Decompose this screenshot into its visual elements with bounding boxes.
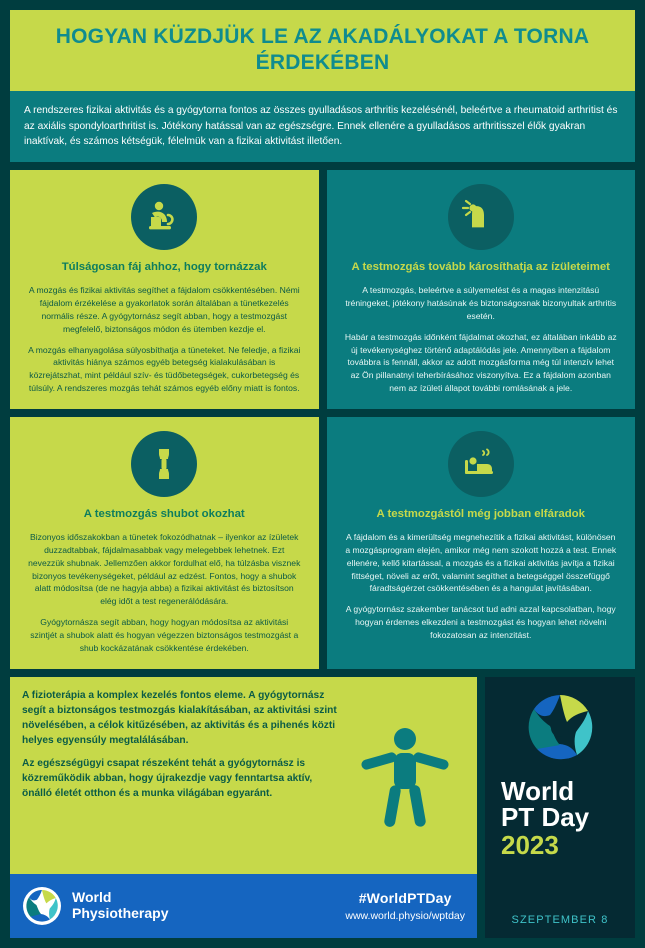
card-paragraph: A fájdalom és a kimerültség megnehezítik a fizikai aktivitást, különösen a mozgásprogram elején, amikor még nem szokott hozzá a test. Ennek ellenére, kellő kitartással, a mozgás és a fizikai aktivitás javítja a fizikai fittséget, növeli az erőt, valamint segíthet a betegséggel összefüggő fáradtságérzet csökkentésében és a hangulat javításában. — [345, 531, 617, 594]
person-resting-in-bed-icon — [448, 431, 514, 497]
page-title: HOGYAN KÜZDJÜK LE AZ AKADÁLYOKAT A TORNA ÉRDEKÉBEN — [55, 25, 590, 74]
card-fatigue — [327, 417, 636, 669]
intro-paragraph: A rendszeres fizikai aktivitás és a gyógytorna fontos az összes gyulladásos arthritis kezelésénél, beleértve a rheumatoid arthritist és az axiális spondyloarthritist is. Jótékony hatással van az egészségre. Ennek ellenére a gyulladásos arthritisszel élők gyakran inaktívak, és számos kétségük, félelmük van a fizikai aktivitást illetően. — [10, 91, 635, 162]
world-pt-day-date: SZEPTEMBER 8 — [485, 904, 635, 938]
knee-joint-icon — [131, 431, 197, 497]
hashtag-block — [345, 890, 465, 922]
cards-grid — [10, 170, 635, 669]
world-physiotherapy-brand-bar — [10, 874, 477, 938]
person-exercising-icon — [131, 184, 197, 250]
footer-text — [22, 689, 345, 868]
world-pt-day-mark-icon — [521, 689, 599, 772]
card-title: Túlságosan fáj ahhoz, hogy tornázzak — [61, 261, 267, 274]
card-icon-wrap — [343, 184, 620, 250]
world-pt-day-title-line2: PT Day — [501, 802, 590, 833]
card-paragraph: A gyógytornász szakember tanácsot tud adni azzal kapcsolatban, hogy hogyan érdemes elkezdeni a testmozgást és hogyan lehet növelni fokozatosan az intenzitást. — [345, 604, 616, 641]
footer-paragraph: Az egészségügyi csapat részeként tehát a gyógytornász is közreműködik abban, hogy újrakezdje vagy fenntartsa aktív, önálló életét otthon és a munka világában egyaránt. — [22, 758, 313, 800]
card-body — [26, 531, 303, 655]
active-person-icon — [345, 689, 465, 868]
website-url[interactable]: www.world.physio/wptday — [345, 910, 465, 922]
card-joint-damage — [327, 170, 636, 409]
hashtag: #WorldPTDay — [358, 890, 452, 906]
brand-name-line2: Physiotherapy — [72, 905, 169, 921]
world-pt-day-panel — [485, 677, 635, 938]
card-paragraph: Gyógytornásza segít abban, hogy hogyan módosítsa az aktivitási szintjét a shubok alatt és hogyan végezzen biztonságos testmozgást a shub kockázatának csökkentése érdekében. — [30, 617, 299, 654]
world-pt-day-year: 2023 — [501, 829, 559, 860]
footer-paragraph: A fizioterápia a komplex kezelés fontos eleme. A gyógytornász segít a biztonságos testmozgás kialakításában, az aktivitási szint növelésében, a célok kitűzésében, az aktivitás és a pihenés közti helyes egyensúly megtalálásában. — [22, 689, 337, 746]
brand-name-line1: World — [72, 889, 112, 906]
world-pt-day-title — [485, 775, 635, 833]
poster-header — [10, 10, 635, 91]
card-title: A testmozgás shubot okozhat — [83, 508, 245, 521]
card-title: A testmozgástól még jobban elfáradok — [376, 508, 585, 521]
card-body — [26, 284, 303, 395]
card-paragraph: Bizonyos időszakokban a tünetek fokozódhatnak – ilyenkor az ízületek duzzadtabbak, fájdalmasabbak vagy melegebbek lehetnek. Ezt nevezzük shubnak. Jellemzően akkor fordulhat elő, ha túlzásba visznek bizonyos tevékenységeket, például az edzést. Fontos, hogy a shubok alatt módosítsa (de ne hagyja abba) a fizikai aktivitást és biztosítson elég időt a test regenerálódására. — [28, 531, 301, 607]
card-paragraph: Habár a testmozgás időnként fájdalmat okozhat, ez általában inkább az új tevékenységhez történő adaptálódás jele. Amennyiben a fájdalom továbbra is fennáll, akkor az adott mozgásforma még túl intenzív lehet az Ön pillanatnyi teherbírásához viszonyítva. Ez a fájdalom azonban nem az ízületi állapot további romlásának a jele. — [344, 331, 617, 394]
poster-footer — [10, 677, 635, 938]
footer-left-panel — [10, 677, 477, 938]
world-pt-day-title-line1: World — [501, 775, 575, 806]
world-physiotherapy-logo-icon — [22, 886, 62, 926]
card-icon-wrap — [26, 431, 303, 497]
card-too-painful — [10, 170, 319, 409]
card-flare-up — [10, 417, 319, 669]
brand-name — [72, 890, 168, 921]
card-icon-wrap — [343, 431, 620, 497]
card-paragraph: A testmozgás, beleértve a súlyemelést és a magas intenzitású tréningeket, jótékony hatásúnak és biztonságosnak bizonyultak arthritis esetén. — [345, 284, 617, 321]
card-title: A testmozgás tovább károsíthatja az ízületeimet — [351, 261, 610, 274]
footer-content — [10, 677, 477, 874]
card-body — [343, 284, 620, 395]
card-paragraph: A mozgás elhanyagolása súlyosbíthatja a tüneteket. Ne feledje, a fizikai aktivitás hiánya számos egyéb betegség kialakulásában is közrejátszhat, mint például szív- és tüdőbetegségek, cukorbetegség és túlsúly. A rendszeres mozgás tehát számos egyéb előny miatt is fontos. — [28, 344, 301, 394]
card-body — [343, 531, 620, 642]
card-icon-wrap — [26, 184, 303, 250]
card-paragraph: A mozgás és fizikai aktivitás segíthet a fájdalom csökkentésében. Némi fájdalom érzékelése a gyakorlatok során általában a tünetkezelés normális része. A gyógytornász segít abban, hogy a testmozgást megfelelő, biztonságos módon és ütemben kezdje el. — [28, 284, 300, 334]
shoulder-joint-pain-icon — [448, 184, 514, 250]
